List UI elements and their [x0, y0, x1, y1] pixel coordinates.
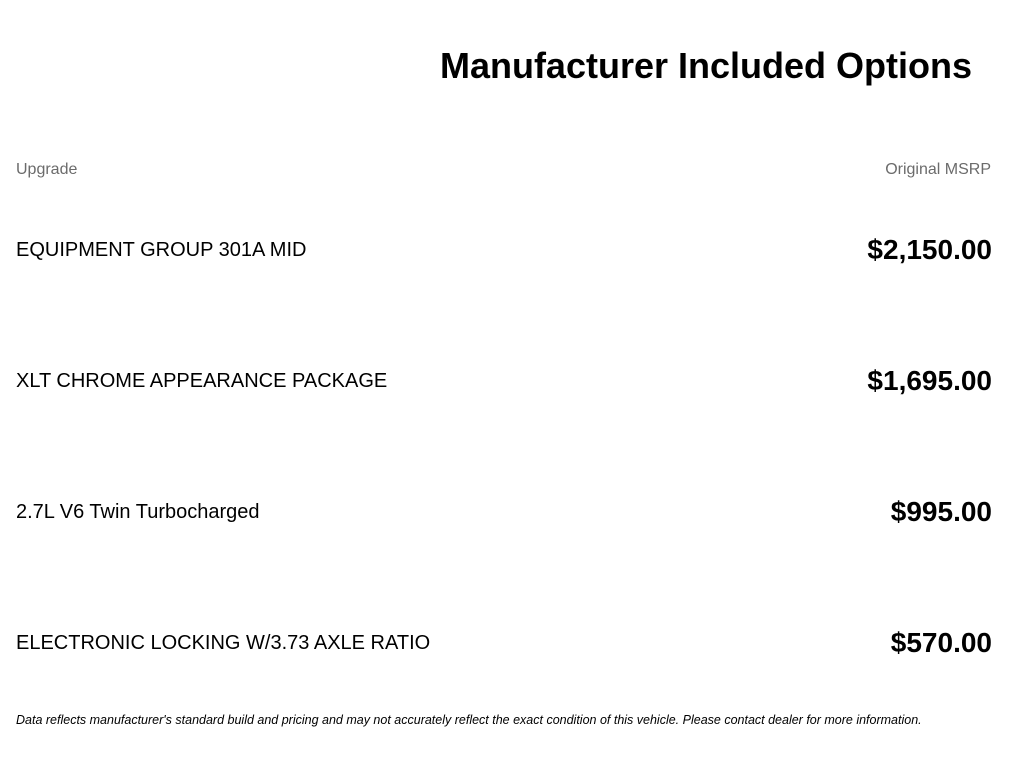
option-price: $995.00: [890, 496, 992, 527]
disclaimer-text: Data reflects manufacturer's standard build and pricing and may not accurately reflect the exact condition of this vehicle. Please contact dealer for more information.: [16, 713, 922, 727]
column-header-upgrade: Upgrade: [16, 161, 78, 178]
option-price: $1,695.00: [867, 365, 992, 396]
page-title: Manufacturer Included Options: [439, 45, 972, 86]
option-row: [16, 361, 992, 401]
option-name: 2.7L V6 Twin Turbocharged: [16, 501, 260, 523]
option-row: [16, 492, 992, 532]
option-name: ELECTRONIC LOCKING W/3.73 AXLE RATIO: [16, 632, 431, 654]
option-name: XLT CHROME APPEARANCE PACKAGE: [16, 370, 388, 392]
option-row: [16, 623, 992, 663]
option-row: [16, 230, 992, 270]
option-name: EQUIPMENT GROUP 301A MID: [16, 239, 307, 261]
option-price: $2,150.00: [867, 234, 992, 265]
option-price: $570.00: [890, 627, 992, 658]
column-header-msrp: Original MSRP: [885, 161, 991, 178]
